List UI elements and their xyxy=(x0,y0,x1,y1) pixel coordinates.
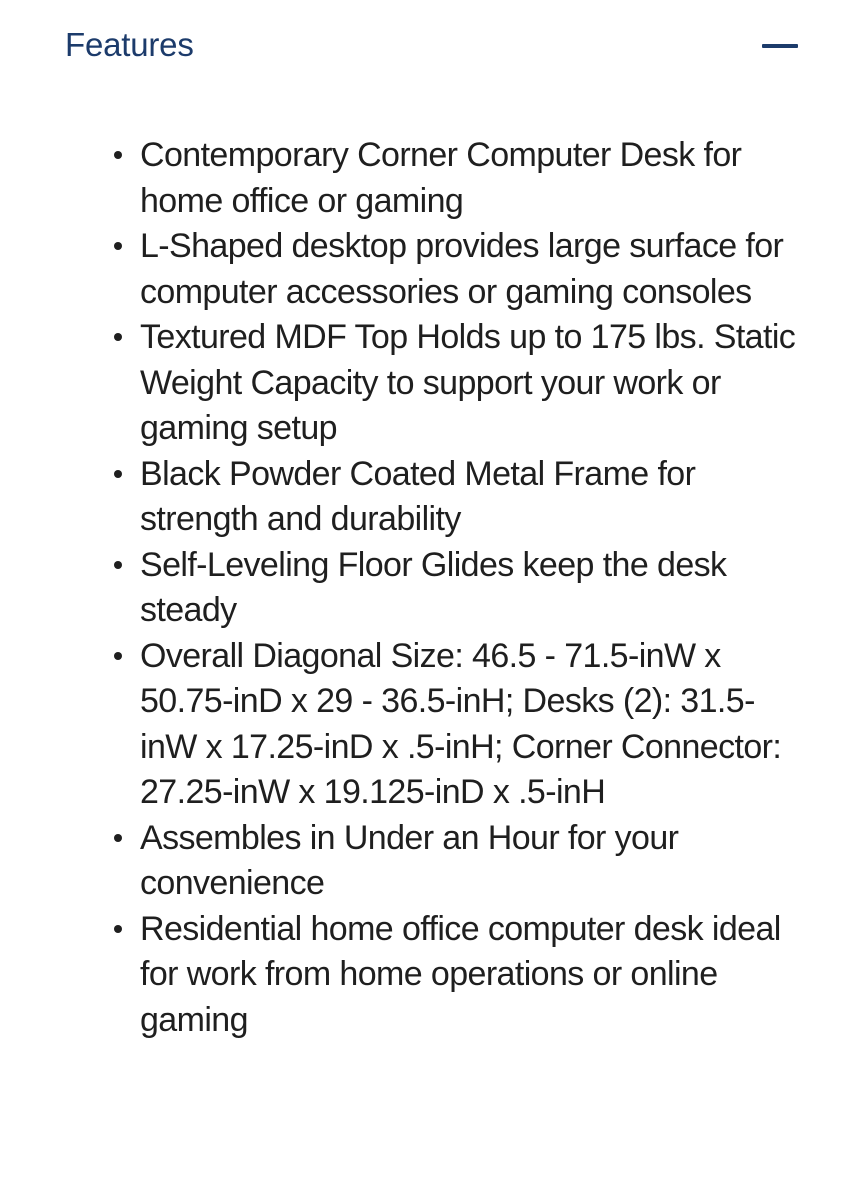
bullet-icon xyxy=(114,834,122,842)
feature-text: Black Powder Coated Metal Frame for strength and durability xyxy=(140,454,696,538)
feature-text: Assembles in Under an Hour for your convenience xyxy=(140,818,679,902)
bullet-icon xyxy=(114,470,122,478)
feature-text: Overall Diagonal Size: 46.5 - 71.5-inW x 50.75-inD x 29 - 36.5-inH; Desks (2): 31.5-inW x 17.25-inD x .5-inH; Corner Connector: 27.25-inW x 19.125-inD x .5-inH xyxy=(140,636,782,811)
feature-text: Residential home office computer desk ideal for work from home operations or online gaming xyxy=(140,909,781,1039)
feature-item xyxy=(0,816,863,907)
section-title: Features xyxy=(65,26,194,63)
feature-list xyxy=(0,133,863,1043)
feature-item xyxy=(0,452,863,543)
collapse-toggle-button[interactable] xyxy=(752,24,806,68)
features-accordion-header[interactable] xyxy=(0,0,863,96)
bullet-icon xyxy=(114,333,122,341)
feature-item xyxy=(0,315,863,452)
bullet-icon xyxy=(114,151,122,159)
feature-text: Contemporary Corner Computer Desk for home office or gaming xyxy=(140,136,742,220)
bullet-icon xyxy=(114,652,122,660)
feature-item xyxy=(0,224,863,315)
feature-item xyxy=(0,907,863,1044)
feature-text: Textured MDF Top Holds up to 175 lbs. Static Weight Capacity to support your work or gaming setup xyxy=(140,318,796,447)
feature-item xyxy=(0,543,863,634)
feature-text: L-Shaped desktop provides large surface for computer accessories or gaming consoles xyxy=(140,227,784,311)
feature-item xyxy=(0,133,863,224)
feature-item xyxy=(0,634,863,816)
bullet-icon xyxy=(114,561,122,569)
feature-text: Self-Leveling Floor Glides keep the desk steady xyxy=(140,545,727,629)
minus-icon xyxy=(762,44,798,48)
bullet-icon xyxy=(114,242,122,250)
bullet-icon xyxy=(114,925,122,933)
